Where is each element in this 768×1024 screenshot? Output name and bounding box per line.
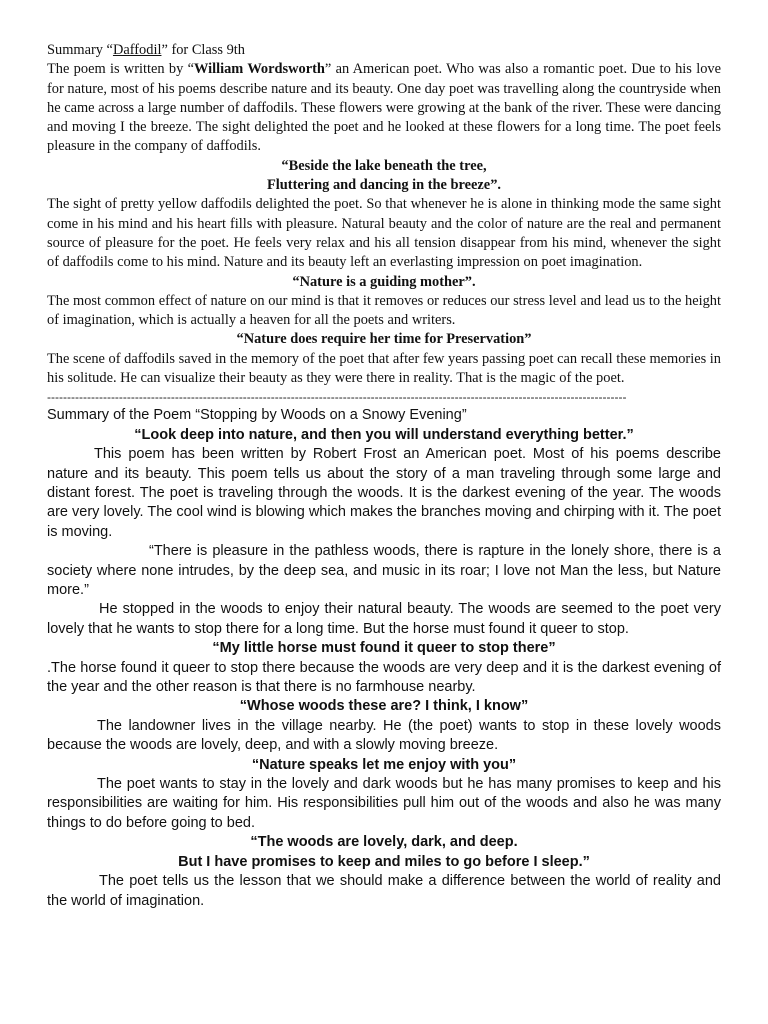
daffodil-paragraph-3: The most common effect of nature on our mind is that it removes or reduces our stress level and lead us to the height of imagination, which is actually a heaven for all the poets and writers. bbox=[47, 292, 721, 329]
daffodil-p1-before: The poem is written by “ bbox=[47, 61, 194, 78]
author-name: William Wordsworth bbox=[193, 61, 325, 78]
woods-summary-section bbox=[47, 406, 721, 911]
daffodil-paragraph-4: The scene of daffodils saved in the memory of the poet that after few years passing poet can recall these memories in his solitude. He can visualize their beauty as they were there in reality. That is the magic of the poet. bbox=[47, 350, 721, 387]
woods-quote-5-line-2: But I have promises to keep and miles to go before I sleep.” bbox=[178, 853, 590, 870]
woods-paragraph-3: He stopped in the woods to enjoy their natural beauty. The woods are seemed to the poet very lovely that he wants to stop there for a long time. But the horse must found it queer to stop. bbox=[47, 601, 721, 637]
daffodil-quote-1-line-1: “Beside the lake beneath the tree, bbox=[281, 157, 487, 174]
document-page bbox=[47, 41, 721, 911]
daffodil-heading-prefix: Summary “ bbox=[47, 42, 113, 58]
woods-paragraph-2: “There is pleasure in the pathless woods, there is rapture in the lonely shore, there is a society where none intrudes, by the deep sea, and music in its roar; I love not Man the less, but Nature more.” bbox=[47, 543, 721, 598]
section-divider: ------------------------------------------------------------------------------------------------------------------------------------------------- bbox=[47, 390, 627, 405]
woods-paragraph-4: .The horse found it queer to stop there because the woods are very deep and it is the darkest evening of the year and the other reason is that there is no farmhouse nearby. bbox=[47, 659, 721, 696]
daffodil-quote-1-line-2: Fluttering and dancing in the breeze”. bbox=[267, 177, 501, 194]
daffodil-summary-section bbox=[47, 41, 721, 388]
daffodil-heading-title: Daffodil bbox=[112, 42, 162, 58]
woods-quote-3: “Whose woods these are? I think, I know” bbox=[239, 698, 529, 715]
woods-quote-2: “My little horse must found it queer to stop there” bbox=[212, 640, 556, 657]
woods-paragraph-7: The poet tells us the lesson that we should make a difference between the world of reality and the world of imagination. bbox=[47, 873, 721, 909]
daffodil-paragraph-2: The sight of pretty yellow daffodils delighted the poet. So that whenever he is alone in thinking mode the same sight come in his mind and his heart fills with pleasure. Natural beauty and the color of nature are the real and permanent source of pleasure for the poet. He feels very relax and his all tension disappear from his mind, whenever the sight of daffodils come to his mind. Nature and its beauty left an everlasting impression on poet imagination. bbox=[47, 196, 721, 271]
woods-heading: Summary of the Poem “Stopping by Woods on a Snowy Evening” bbox=[47, 407, 467, 424]
woods-paragraph-5: The landowner lives in the village nearby. He (the poet) wants to stop in these lovely woods because the woods are lovely, deep, and with a slowly moving breeze. bbox=[47, 717, 721, 754]
daffodil-p1-after: ” an American poet. Who was also a romantic poet. Due to his love for nature, most of his poems describe nature and its beauty. One day poet was travelling along the countryside when he came across a large number of daffodils. These flowers were growing at the bank of the river. These were dancing and moving I the breeze. The sight delighted the poet and he looked at these flowers for a long time. The poet feels pleasure in the company of daffodils. bbox=[47, 61, 721, 155]
daffodil-quote-2: “Nature is a guiding mother”. bbox=[292, 273, 476, 290]
daffodil-quote-3: “Nature does require her time for Preservation” bbox=[236, 331, 532, 348]
woods-paragraph-1: This poem has been written by Robert Frost an American poet. Most of his poems describe nature and its beauty. This poem tells us about the story of a man traveling through some large and distant forest. The poet is traveling through the woods. It is the darkest evening of the year. The woods are very lovely. The cool wind is blowing which makes the branches moving and chirping with it. The poet is moving. bbox=[47, 446, 721, 540]
daffodil-heading bbox=[47, 41, 721, 60]
woods-quote-5-line-1: “The woods are lovely, dark, and deep. bbox=[250, 834, 518, 851]
woods-paragraph-6: The poet wants to stay in the lovely and dark woods but he has many promises to keep and his responsibilities are waiting for him. His responsibilities pull him out of the woods and also he was many things to do before going to bed. bbox=[47, 776, 721, 831]
daffodil-heading-suffix: ” for Class 9th bbox=[161, 42, 245, 58]
woods-quote-4: “Nature speaks let me enjoy with you” bbox=[251, 756, 517, 773]
daffodil-paragraph-1 bbox=[47, 60, 721, 156]
woods-quote-1: “Look deep into nature, and then you will understand everything better.” bbox=[134, 426, 634, 443]
